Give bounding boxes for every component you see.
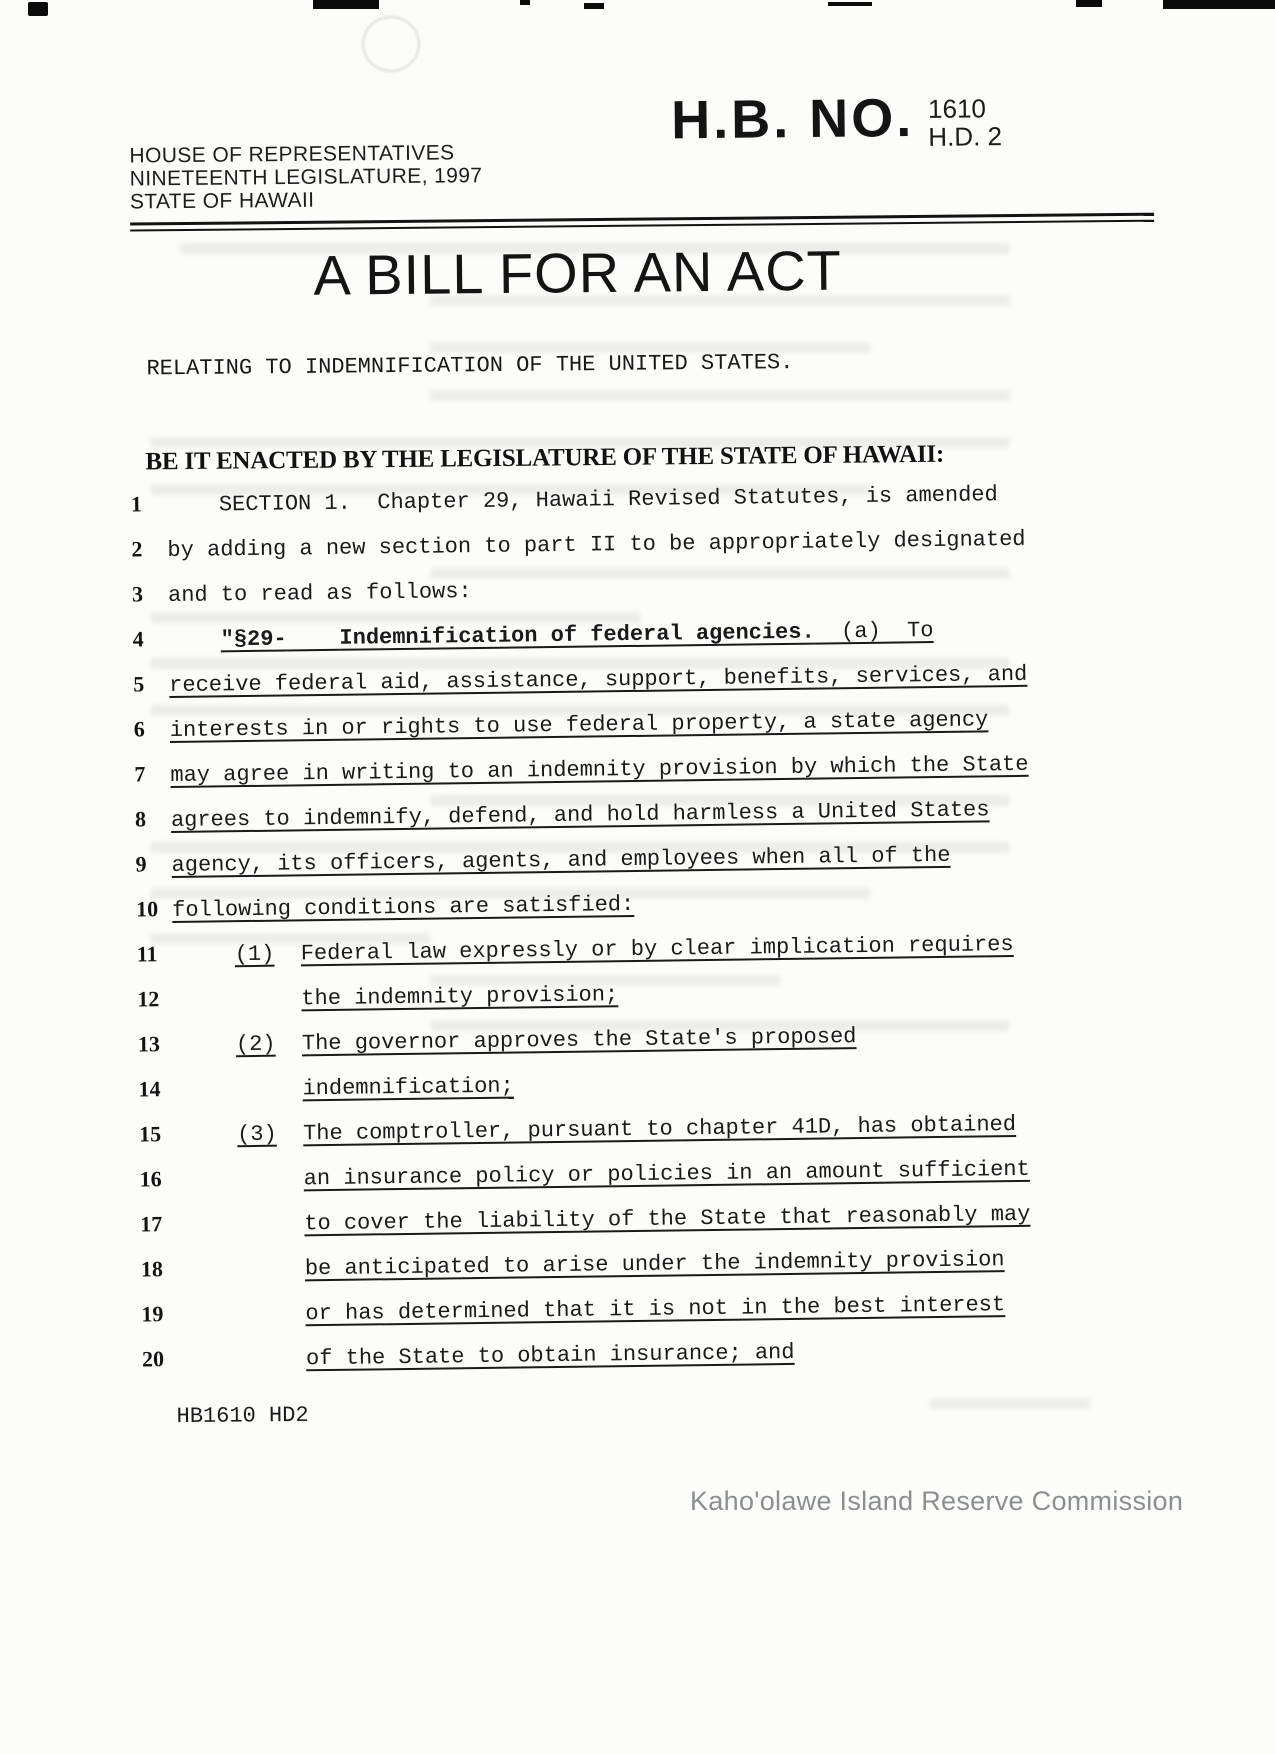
line-number: 17 (140, 1211, 163, 1237)
bill-footer: HB1610 HD2 (176, 1402, 309, 1430)
scan-artifact (520, 0, 530, 5)
line-text: SECTION 1. Chapter 29, Hawaii Revised Statutes, is amended (218, 482, 998, 518)
line-number: 9 (135, 851, 147, 877)
line-number: 2 (131, 536, 143, 562)
line-text: interests in or rights to use federal property, a state agency (169, 707, 989, 744)
line-number: 18 (140, 1256, 164, 1282)
line-text: agrees to indemnify, defend, and hold harmless a United States (170, 797, 990, 834)
line-text: "§29- Indemnification of federal agencies. (a) To (220, 618, 934, 653)
chamber-line: NINETEENTH LEGISLATURE, 1997 (129, 164, 483, 191)
line-number: 7 (134, 761, 146, 787)
line-number: 12 (137, 986, 160, 1012)
bill-subject: RELATING TO INDEMNIFICATION OF THE UNITED STATES. (146, 350, 794, 382)
line-text: (2) The governor approves the State's proposed (235, 1024, 857, 1058)
line-number: 4 (132, 626, 144, 652)
scan-artifact (1163, 0, 1275, 9)
line-number: 16 (139, 1166, 162, 1192)
scan-artifact (28, 2, 48, 16)
bill-number-detail (928, 92, 1002, 151)
chamber-line: HOUSE OF REPRESENTATIVES (129, 141, 455, 168)
line-number: 3 (131, 581, 144, 607)
scan-artifact (584, 3, 604, 9)
bill-number: 1610 (927, 93, 987, 124)
line-text: agency, its officers, agents, and employees when all of the (171, 842, 951, 879)
chamber-block (129, 141, 482, 213)
line-number: 13 (137, 1031, 161, 1057)
enacting-clause: BE IT ENACTED BY THE LEGISLATURE OF THE STATE OF HAWAII: (145, 440, 945, 476)
line-number: 15 (138, 1121, 162, 1147)
line-text: may agree in writing to an indemnity provision by which the State (170, 751, 1029, 789)
line-number: 11 (136, 941, 158, 967)
line-number: 20 (141, 1346, 165, 1372)
scan-artifact (1076, 0, 1102, 7)
line-text: the indemnity provision; (301, 982, 619, 1012)
line-number: 8 (134, 806, 147, 832)
line-text: (1) Federal law expressly or by clear implication requires (234, 932, 1014, 968)
bill-lines (131, 477, 1232, 1391)
line-text: receive federal aid, assistance, support, benefits, services, and (169, 661, 1028, 699)
line-number: 10 (135, 896, 159, 922)
scan-artifact (313, 0, 379, 9)
header-rule (130, 213, 1154, 232)
line-text: or has determined that it is not in the best interest (305, 1292, 1006, 1327)
bill-no-label: H.B. NO. (670, 87, 915, 151)
line-text: be anticipated to arise under the indemnity provision (304, 1247, 1005, 1282)
line-number: 14 (138, 1076, 161, 1102)
line-text: and to read as follows: (167, 579, 472, 609)
line-text: to cover the liability of the State that reasonably may (304, 1201, 1031, 1237)
line-number: 5 (133, 671, 145, 697)
line-number: 1 (130, 491, 143, 517)
line-text: of the State to obtain insurance; and (305, 1339, 795, 1372)
line-text: indemnification; (302, 1073, 514, 1102)
scan-artifact (828, 2, 872, 6)
bill-number-block (670, 87, 1003, 153)
line-text: (3) The comptroller, pursuant to chapter 41D, has obtained (236, 1111, 1017, 1148)
line-text: an insurance policy or policies in an amount sufficient (303, 1156, 1030, 1192)
chamber-line: STATE OF HAWAII (129, 188, 315, 214)
watermark: Kaho'olawe Island Reserve Commission (690, 1486, 1184, 1516)
act-title: A BILL FOR AN ACT (313, 238, 843, 307)
line-number: 19 (141, 1301, 164, 1327)
line-text: following conditions are satisfied: (172, 891, 635, 924)
line-number: 6 (133, 716, 145, 742)
line-text: by adding a new section to part II to be appropriately designated (167, 526, 1026, 564)
bill-draft: H.D. 2 (928, 121, 1003, 152)
